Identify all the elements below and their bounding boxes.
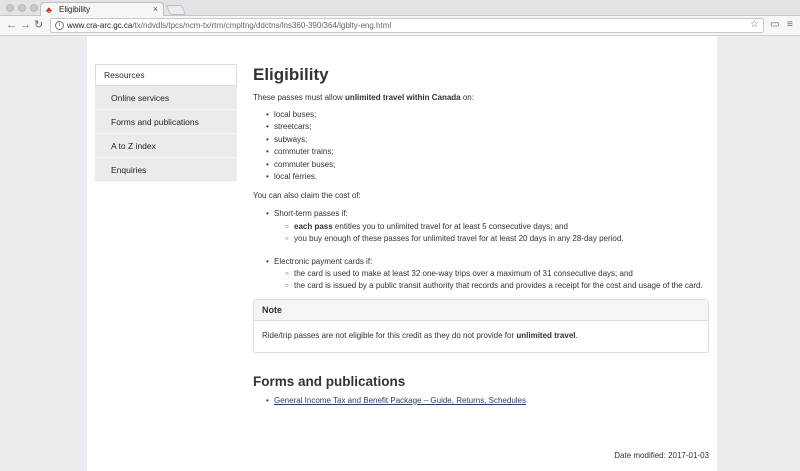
reload-icon[interactable]: ↻ bbox=[34, 19, 44, 31]
general-income-tax-link[interactable]: General Income Tax and Benefit Package – Guide, Returns, Schedules bbox=[274, 395, 527, 405]
list-item-short-term bbox=[274, 208, 711, 245]
browser-tab[interactable] bbox=[40, 2, 164, 17]
list-item-electronic bbox=[274, 256, 711, 293]
tab-title: Eligibility bbox=[59, 5, 91, 14]
new-tab-button[interactable] bbox=[166, 5, 187, 15]
note-body bbox=[254, 321, 708, 352]
sub-rest: entitles you to unlimited travel for at least 5 consecutive days; and bbox=[332, 221, 568, 231]
list-item: ○ you buy enough of these passes for unlimited travel for at least 20 days in any 28-day period. bbox=[294, 233, 711, 245]
date-modified: Date modified: 2017-01-03 bbox=[614, 451, 709, 460]
back-icon[interactable]: ← bbox=[6, 19, 17, 31]
cast-icon[interactable]: ▭ bbox=[770, 19, 780, 30]
list-item: • streetcars; bbox=[274, 121, 711, 133]
short-term-label: Short-term passes if: bbox=[274, 209, 348, 219]
note-pre: Ride/trip passes are not eligible for this credit as they do not provide for bbox=[262, 330, 517, 340]
intro-text bbox=[253, 92, 711, 103]
menu-icon[interactable]: ≡ bbox=[787, 19, 793, 30]
intro-post: on: bbox=[460, 93, 474, 102]
sidebar-item-online-services[interactable]: Online services bbox=[95, 86, 237, 110]
list-item: ○ the card is issued by a public transit authority that records and provides a receipt for the cost and usage of the card. bbox=[294, 280, 711, 292]
window-minimize-button[interactable] bbox=[18, 4, 26, 12]
forms-heading: Forms and publications bbox=[253, 373, 406, 389]
electronic-sublist bbox=[294, 268, 711, 293]
claim-list bbox=[274, 208, 711, 292]
also-claim-text: You can also claim the cost of: bbox=[253, 191, 361, 201]
intro-pre: These passes must allow bbox=[253, 93, 346, 102]
note-panel bbox=[253, 299, 709, 353]
list-item: • subways; bbox=[274, 134, 711, 146]
short-term-sublist bbox=[294, 221, 711, 246]
note-post: . bbox=[575, 330, 578, 340]
list-item bbox=[294, 221, 711, 233]
intro-bold: unlimited travel within Canada bbox=[345, 93, 461, 102]
info-icon[interactable]: i bbox=[55, 21, 64, 30]
list-item: • commuter trains; bbox=[274, 146, 711, 158]
forms-list bbox=[274, 395, 711, 407]
maple-leaf-icon: ♣ bbox=[46, 5, 52, 15]
sidebar-item-a-to-z[interactable]: A to Z index bbox=[95, 134, 237, 158]
list-item: • local buses; bbox=[274, 109, 711, 121]
window-zoom-button[interactable] bbox=[30, 4, 38, 12]
note-heading: Note bbox=[254, 300, 708, 321]
tab-close-icon[interactable]: × bbox=[152, 4, 158, 14]
list-item bbox=[274, 395, 711, 407]
address-bar[interactable] bbox=[50, 18, 764, 33]
list-item: ○ the card is used to make at least 32 one-way trips over a maximum of 31 consecutive days; and bbox=[294, 268, 711, 280]
list-item: • local ferries. bbox=[274, 171, 711, 183]
page-title: Eligibility bbox=[253, 65, 329, 84]
forward-icon[interactable]: → bbox=[20, 19, 31, 31]
url-host: www.cra-arc.gc.ca bbox=[67, 21, 133, 30]
sidebar-item-enquiries[interactable]: Enquiries bbox=[95, 158, 237, 182]
bookmark-star-icon[interactable]: ☆ bbox=[750, 19, 759, 30]
page-content bbox=[87, 36, 717, 471]
url-text bbox=[67, 21, 391, 30]
resources-sidebar bbox=[95, 64, 237, 182]
sidebar-heading: Resources bbox=[95, 64, 237, 86]
browser-tab-strip bbox=[0, 0, 800, 16]
main-content bbox=[253, 64, 711, 407]
sub-bold: each pass bbox=[294, 221, 333, 231]
electronic-label: Electronic payment cards if: bbox=[274, 256, 373, 266]
browser-toolbar bbox=[0, 16, 800, 36]
sidebar-item-forms-publications[interactable]: Forms and publications bbox=[95, 110, 237, 134]
note-bold: unlimited travel bbox=[516, 330, 576, 340]
url-path: /tx/ndvdls/tpcs/ncm-tx/rtrn/cmpltng/ddctns/lns360-390/364/lgblty-eng.html bbox=[132, 21, 392, 30]
list-item: • commuter buses; bbox=[274, 159, 711, 171]
transit-list bbox=[274, 109, 711, 183]
window-close-button[interactable] bbox=[6, 4, 14, 12]
